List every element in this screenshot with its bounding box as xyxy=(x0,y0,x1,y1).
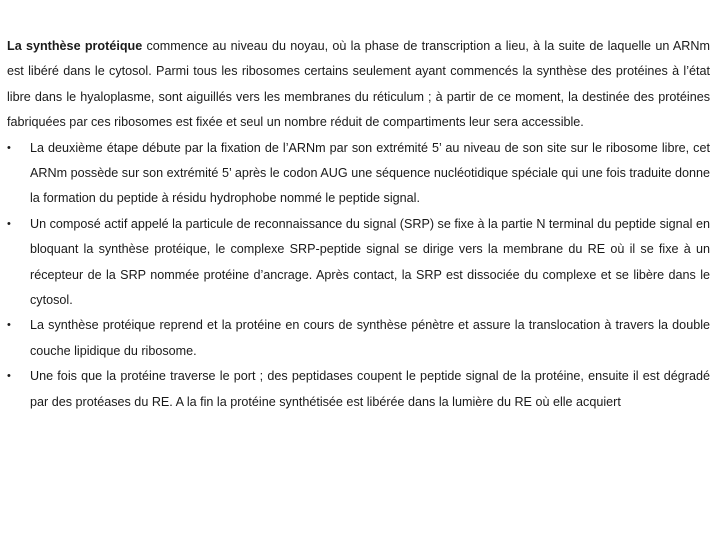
list-item-text: La deuxième étape débute par la fixation de l’ARNm par son extrémité 5’ au niveau de son site sur le ribosome libre, cet ARNm possède sur son extrémité 5’ après le codon AUG une séquence nucléotidique spéciale qui une fois traduite donne la formation du peptide à résidu hydrophobe nommé le peptide signal. xyxy=(30,140,710,206)
list-item-text: La synthèse protéique reprend et la protéine en cours de synthèse pénètre et assure la translocation à travers la double couche lipidique du ribosome. xyxy=(30,318,710,358)
intro-text: commence au niveau du noyau, où la phase de transcription a lieu, à la suite de laquelle un ARNm est libéré dans le cytosol. Parmi tous les ribosomes certains seulement ayant commencés la synthèse des protéines à l’état libre dans le hyaloplasme, sont aiguillés vers les membranes du réticulum ; à partir de ce moment, la destinée des protéines fabriquées par ces ribosomes est fixée et seul un nombre réduit de compartiments leur sera accessible. xyxy=(7,39,710,130)
bullet-icon: • xyxy=(7,217,11,230)
list-item xyxy=(7,364,710,415)
list-item xyxy=(7,136,710,212)
bullet-icon: • xyxy=(7,319,11,332)
list-item-text: Une fois que la protéine traverse le port ; des peptidases coupent le peptide signal de la protéine, ensuite il est dégradé par des protéases du RE. A la fin la protéine synthétisée est libérée dans la lumière du RE où elle acquiert xyxy=(30,369,710,409)
bullet-icon: • xyxy=(7,141,11,154)
document-body xyxy=(7,34,710,415)
steps-list xyxy=(7,136,710,415)
list-item-text: Un composé actif appelé la particule de reconnaissance du signal (SRP) se fixe à la partie N terminal du peptide signal en bloquant la synthèse protéique, le complexe SRP-peptide signal se dirige vers la membrane du RE où il se fixe à un récepteur de la SRP nommée protéine d’ancrage. Après contact, la SRP est dissociée du complexe et se libère dans le cytosol. xyxy=(30,216,710,308)
intro-paragraph xyxy=(7,34,710,136)
list-item xyxy=(7,313,710,364)
list-item xyxy=(7,212,710,314)
bullet-icon: • xyxy=(7,370,11,383)
intro-lead: La synthèse protéique xyxy=(7,39,143,53)
